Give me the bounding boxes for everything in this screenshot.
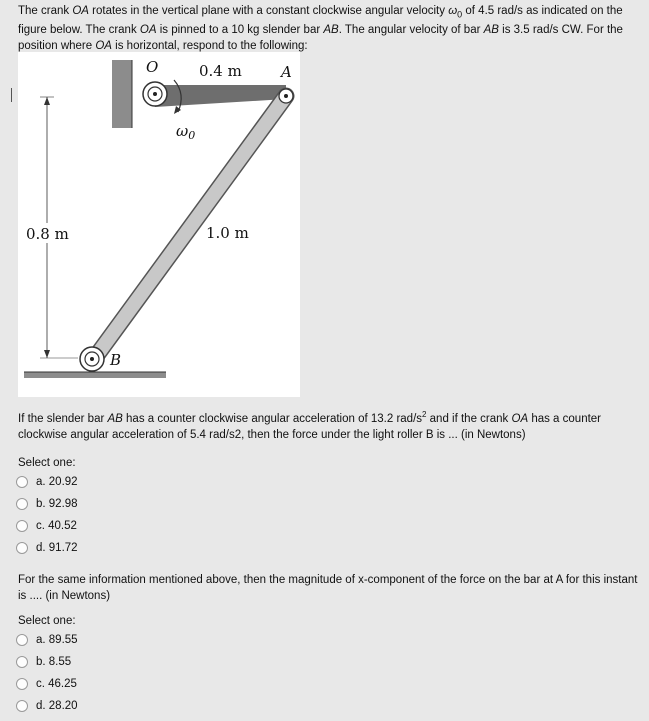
q2-option-b[interactable] [16,651,78,673]
q2-option-d-label: d. 28.20 [36,700,78,712]
question2-select-label: Select one: [18,615,76,627]
q2-option-a-label: a. 89.55 [36,634,78,646]
ground [24,372,166,378]
text-cursor-marker [11,88,12,102]
roller-B-dot [90,357,94,361]
radio-circle-icon[interactable] [16,656,28,668]
question2-text: For the same information mentioned above, then the magnitude of x-component of the force on the bar at A for this instant is .... (in Newtons) [18,574,638,602]
q2-option-d[interactable] [16,695,78,717]
q1-option-d[interactable] [16,537,78,559]
q1-option-a[interactable] [16,471,78,493]
label-B: B [110,351,122,369]
pin-O-dot [153,92,157,96]
radio-circle-icon[interactable] [16,700,28,712]
q1-option-a-label: a. 20.92 [36,476,78,488]
q2-option-a[interactable] [16,629,78,651]
q2-option-c-label: c. 46.25 [36,678,77,690]
label-AB-length: 1.0 m [206,224,249,242]
label-height: 0.8 m [26,225,69,243]
question1-options [16,471,78,559]
radio-circle-icon[interactable] [16,634,28,646]
crank-OA [155,85,286,107]
label-omega: $\omega_0$ [176,122,196,142]
pin-A-dot [284,94,288,98]
radio-circle-icon[interactable] [16,476,28,488]
radio-circle-icon[interactable] [16,542,28,554]
q2-option-b-label: b. 8.55 [36,656,72,668]
radio-circle-icon[interactable] [16,498,28,510]
q1-option-d-label: d. 91.72 [36,542,78,554]
q1-option-b[interactable] [16,493,78,515]
question2-options [16,629,78,717]
q1-option-c[interactable] [16,515,78,537]
label-OA-length: 0.4 m [199,62,242,80]
q1-option-b-label: b. 92.98 [36,498,78,510]
height-arrow-top [44,97,50,105]
label-A: A [281,63,292,81]
q2-option-c[interactable] [16,673,78,695]
question1-text: The crank OA rotates in the vertical plane with a constant clockwise angular velocity $\omega_0$ of 4.5 rad/s as indicated on the figure below. The crank OA is pinned to a 10 kg slender bar AB. The angular velocity of bar AB is 3.5 rad/s CW. For the position where OA is horizontal, respond to the following: [18,5,623,53]
mechanism-figure [18,52,300,397]
radio-circle-icon[interactable] [16,520,28,532]
wall [112,60,132,128]
question1-select-label: Select one: [18,457,76,469]
radio-circle-icon[interactable] [16,678,28,690]
label-O: O [146,58,159,76]
question1-followup-text: If the slender bar AB has a counter clockwise angular acceleration of 13.2 rad/$s^2$ and if the crank OA has a counter clockwise angular acceleration of 5.4 rad/s2, then the force under the light roller B is ... (in Newtons) [18,410,602,441]
q1-option-c-label: c. 40.52 [36,520,77,532]
height-arrow-bottom [44,350,50,358]
